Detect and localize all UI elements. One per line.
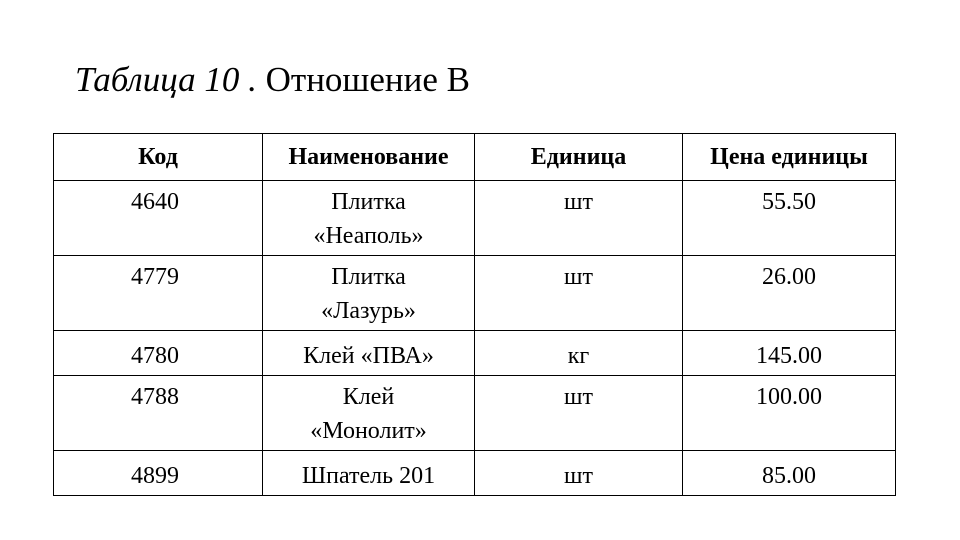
relation-table — [53, 133, 896, 496]
cell-name-line: «Неаполь» — [313, 223, 424, 249]
table-row — [54, 376, 896, 451]
cell-name-line: «Монолит» — [310, 418, 427, 444]
cell-name: Клей «ПВА» — [263, 331, 475, 376]
cell-price: 26.00 — [683, 256, 896, 331]
cell-price: 55.50 — [683, 181, 896, 256]
cell-code: 4640 — [54, 181, 263, 256]
header-code: Код — [54, 134, 263, 181]
cell-price: 100.00 — [683, 376, 896, 451]
header-row — [54, 134, 896, 181]
cell-name — [263, 376, 475, 451]
cell-name — [263, 256, 475, 331]
cell-name-line: «Лазурь» — [321, 298, 416, 324]
table-row — [54, 181, 896, 256]
table-row — [54, 451, 896, 496]
cell-code: 4899 — [54, 451, 263, 496]
cell-name-line: Плитка — [331, 189, 406, 215]
cell-unit: шт — [475, 256, 683, 331]
cell-price: 145.00 — [683, 331, 896, 376]
cell-unit: шт — [475, 451, 683, 496]
cell-name-line: Плитка — [331, 264, 406, 290]
cell-code: 4779 — [54, 256, 263, 331]
table-caption-prefix: Таблица 10 . — [75, 60, 257, 99]
table-caption — [75, 58, 470, 102]
table-caption-name: Отношение B — [265, 60, 471, 99]
cell-unit: шт — [475, 376, 683, 451]
table-row — [54, 256, 896, 331]
header-name: Наименование — [263, 134, 475, 181]
cell-unit: шт — [475, 181, 683, 256]
cell-name — [263, 181, 475, 256]
table-row — [54, 331, 896, 376]
cell-price: 85.00 — [683, 451, 896, 496]
header-price: Цена единицы — [683, 134, 896, 181]
header-unit: Единица — [475, 134, 683, 181]
cell-code: 4780 — [54, 331, 263, 376]
cell-name-line: Клей — [342, 384, 395, 410]
cell-unit: кг — [475, 331, 683, 376]
cell-name: Шпатель 201 — [263, 451, 475, 496]
cell-code: 4788 — [54, 376, 263, 451]
